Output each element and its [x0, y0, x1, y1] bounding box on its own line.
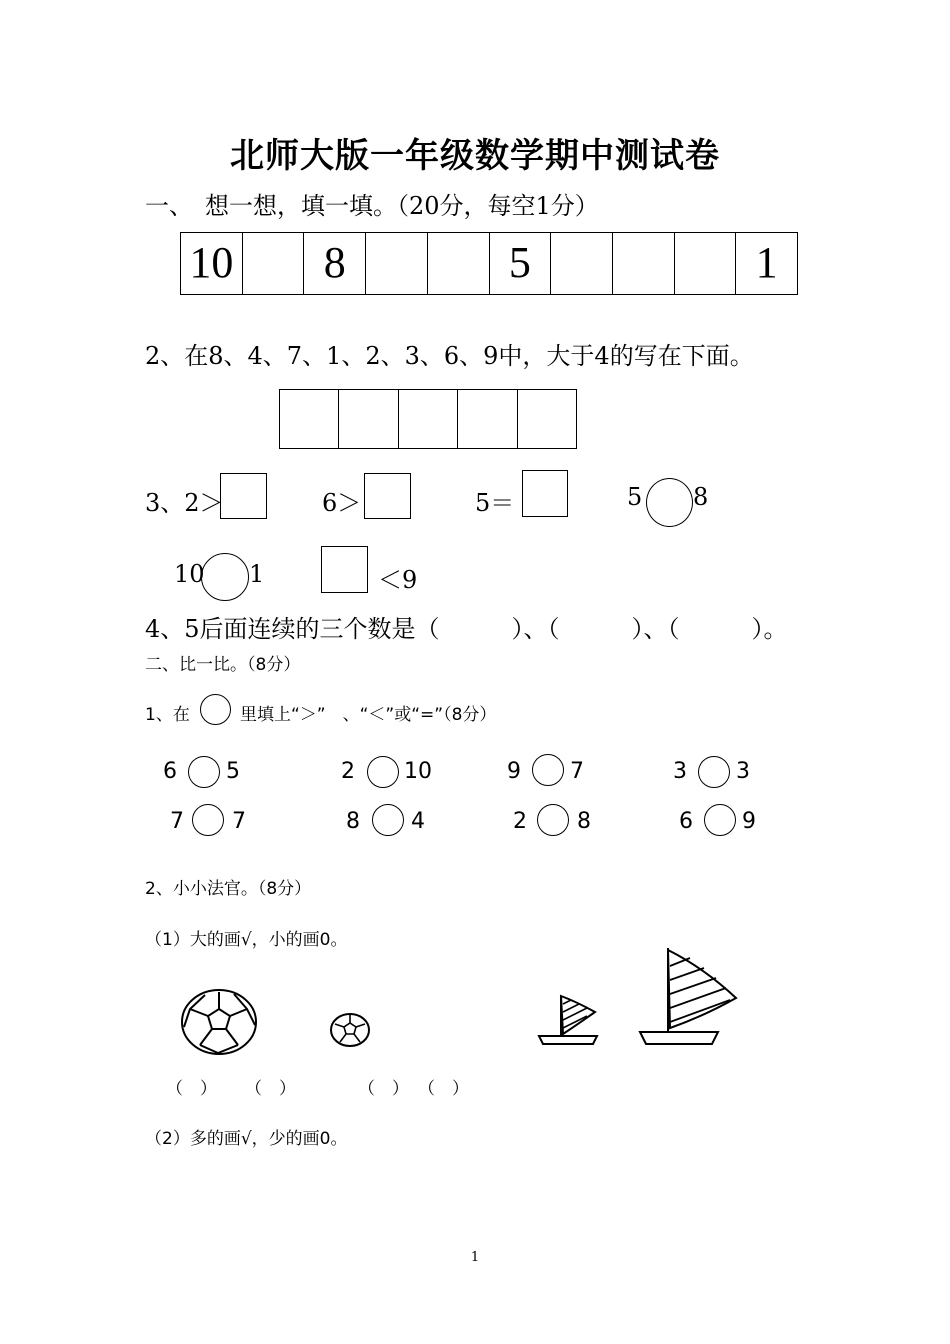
answer-circle[interactable]: [646, 478, 693, 527]
compare-left: 7: [170, 809, 184, 834]
compare-right: 4: [411, 809, 425, 834]
number-cell[interactable]: [613, 233, 675, 294]
section2-q2-heading: 2、小小法官。（8分）: [145, 879, 312, 899]
page-number: 1: [470, 1250, 480, 1265]
question-4-text: 4、5后面连续的三个数是（ ）、（ ）、（ ）。: [145, 615, 788, 643]
compare-left: 3: [673, 759, 687, 784]
answer-circle[interactable]: [698, 756, 730, 788]
answer-box[interactable]: [518, 390, 576, 448]
number-cell[interactable]: [551, 233, 613, 294]
number-cell[interactable]: 5: [490, 233, 552, 294]
answer-circle[interactable]: [532, 754, 564, 786]
small-soccer-ball-icon: [329, 1012, 371, 1048]
section2-q1-suffix: 里填上“＞” 、“＜”或“=”（8分）: [240, 705, 497, 725]
number-cell[interactable]: 8: [304, 233, 366, 294]
answer-circle[interactable]: [537, 804, 569, 836]
compare-right: 5: [226, 759, 240, 784]
number-cell[interactable]: 10: [181, 233, 243, 294]
question-2-text: 2、在8、4、7、1、2、3、6、9中，大于4的写在下面。: [145, 342, 754, 370]
question-3-label: 3、2＞: [145, 489, 224, 517]
answer-box[interactable]: [321, 546, 368, 593]
number-cell[interactable]: [428, 233, 490, 294]
answer-blank[interactable]: （ ）: [358, 1079, 409, 1099]
answer-box[interactable]: [399, 390, 458, 448]
answer-circle[interactable]: [192, 804, 224, 836]
compare-left: 2: [513, 809, 527, 834]
answer-blank[interactable]: （ ）: [166, 1079, 217, 1099]
section1-heading: 一、 想一想，填一填。（20分，每空1分）: [145, 192, 599, 220]
small-sailboat-icon: [537, 990, 601, 1046]
compare-text: 5＝: [475, 489, 515, 517]
compare-left: 6: [679, 809, 693, 834]
compare-right: 3: [736, 759, 750, 784]
section2-q1-prefix: 1、在: [145, 705, 190, 725]
section2-sub2: （2）多的画√，少的画0。: [145, 1129, 348, 1149]
answer-circle[interactable]: [188, 756, 220, 788]
answer-box[interactable]: [458, 390, 517, 448]
answer-box[interactable]: [364, 473, 411, 519]
compare-right: 10: [404, 759, 432, 784]
answer-circle[interactable]: [372, 804, 404, 836]
compare-right: 1: [249, 560, 265, 588]
answer-circle[interactable]: [704, 804, 736, 836]
compare-text: 6＞: [322, 489, 362, 517]
compare-left: 10: [174, 560, 205, 588]
number-cell[interactable]: 1: [755, 238, 778, 287]
compare-right: 8: [577, 809, 591, 834]
compare-right: 7: [232, 809, 246, 834]
compare-right: 8: [693, 483, 709, 511]
section2-heading: 二、比一比。（8分）: [145, 655, 301, 675]
answer-box[interactable]: [339, 390, 398, 448]
number-sequence-row: [180, 232, 798, 295]
section2-sub1: （1）大的画√，小的画0。: [145, 930, 348, 950]
answer-box[interactable]: [280, 390, 339, 448]
answer-circle[interactable]: [201, 553, 249, 601]
compare-left: 9: [507, 759, 521, 784]
number-cell[interactable]: [675, 233, 737, 294]
answer-box[interactable]: [220, 473, 267, 519]
large-soccer-ball-icon: [180, 987, 260, 1057]
number-cell[interactable]: [243, 233, 305, 294]
answer-blank[interactable]: （ ）: [418, 1079, 469, 1099]
compare-right: 7: [570, 759, 584, 784]
answer-box-row: [279, 389, 577, 449]
large-sailboat-icon: [638, 944, 740, 1048]
number-cell[interactable]: [366, 233, 428, 294]
compare-left: 5: [627, 483, 643, 511]
circle-icon: [200, 694, 231, 725]
compare-right: 9: [742, 809, 756, 834]
answer-circle[interactable]: [367, 756, 399, 788]
answer-blank[interactable]: （ ）: [245, 1079, 296, 1099]
compare-right: ＜9: [378, 566, 418, 594]
compare-left: 2: [341, 759, 355, 784]
compare-left: 6: [163, 759, 177, 784]
page-title: 北师大版一年级数学期中测试卷: [230, 136, 720, 176]
answer-box[interactable]: [522, 470, 568, 517]
compare-left: 8: [346, 809, 360, 834]
